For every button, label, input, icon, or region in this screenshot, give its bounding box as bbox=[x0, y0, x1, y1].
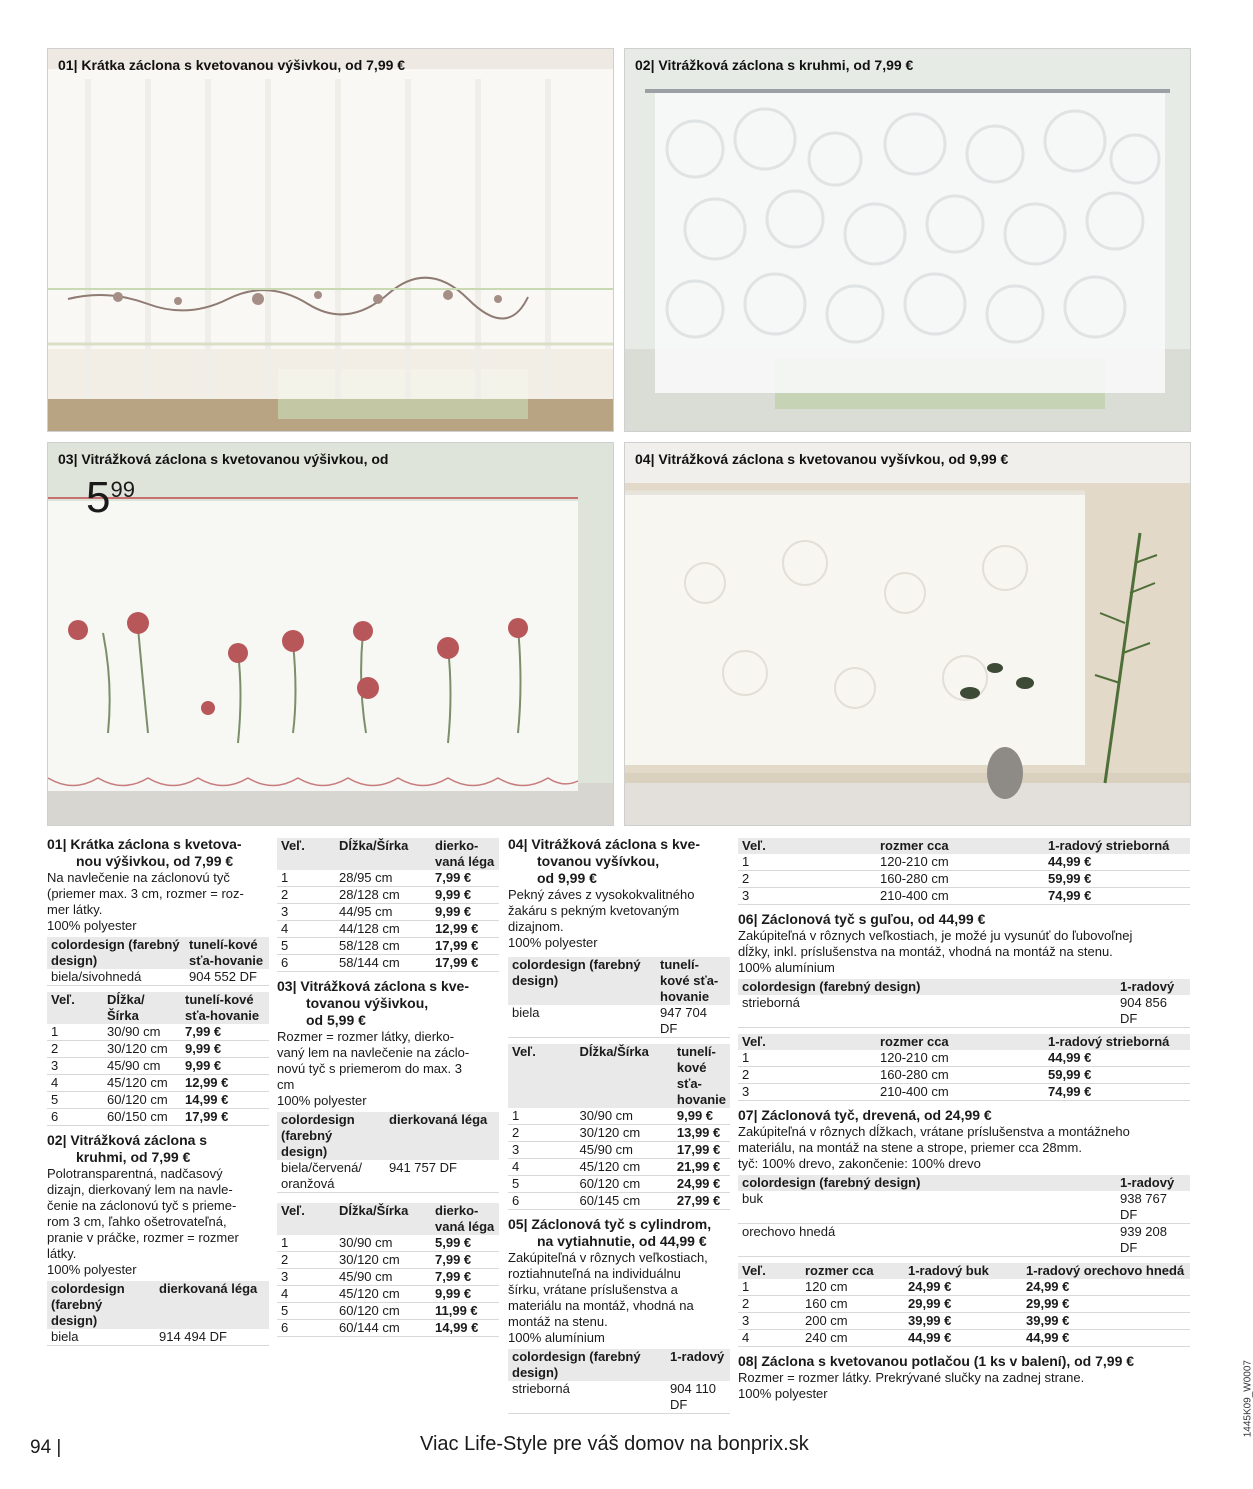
product-title-02 bbox=[47, 1132, 269, 1166]
price-cell: 9,99 € bbox=[181, 1041, 269, 1058]
color-name: strieborná bbox=[508, 1381, 666, 1414]
table-header: Veľ. bbox=[742, 1034, 766, 1049]
product-desc-07 bbox=[738, 1124, 1190, 1172]
desc-line: 100% alumínium bbox=[738, 960, 835, 975]
price-cell: 39,99 € bbox=[1022, 1313, 1190, 1330]
table-cell: 58/144 cm bbox=[335, 955, 431, 972]
table-header: colordesign (farebný design) bbox=[281, 1112, 355, 1159]
table-cell: 3 bbox=[738, 888, 876, 905]
table-cell: 120-210 cm bbox=[876, 854, 1044, 871]
table-cell: 120-210 cm bbox=[876, 1050, 1044, 1067]
price-cell: 17,99 € bbox=[431, 938, 499, 955]
desc-line: pranie v práčke, rozmer = rozmer bbox=[47, 1230, 239, 1245]
table-header: tunelí-kové sťa-hovanie bbox=[189, 937, 264, 968]
article-number: 914 494 DF bbox=[155, 1329, 269, 1346]
desc-line: čenie na záclonovú tyč s prieme- bbox=[47, 1198, 237, 1213]
product-desc-06 bbox=[738, 928, 1190, 976]
table-header: Veľ. bbox=[742, 1263, 766, 1278]
desc-line: rom 3 cm, ľahko ošetrovateľná, bbox=[47, 1214, 227, 1229]
price-cell: 9,99 € bbox=[431, 1286, 499, 1303]
table-cell: 2 bbox=[738, 871, 876, 888]
table-header: 1-radový buk bbox=[908, 1263, 989, 1278]
product-title-07: 07| Záclonová tyč, drevená, od 24,99 € bbox=[738, 1107, 992, 1123]
table-cell: 2 bbox=[508, 1125, 576, 1142]
desc-line: dizajn, dierkovaný lem na navle- bbox=[47, 1182, 233, 1197]
table-cell: 4 bbox=[738, 1330, 801, 1347]
desc-line: Pekný záves z vysokokvalitného bbox=[508, 887, 695, 902]
price-cell: 74,99 € bbox=[1044, 888, 1190, 905]
table-cell: 45/90 cm bbox=[103, 1058, 181, 1075]
table-cell: 210-400 cm bbox=[876, 1084, 1044, 1101]
size-table-04 bbox=[508, 1044, 730, 1210]
price-cell: 17,99 € bbox=[181, 1109, 269, 1126]
catalog-code: 1445K09_W0007 bbox=[1242, 1360, 1253, 1438]
size-table-01 bbox=[47, 992, 269, 1126]
price-cell: 9,99 € bbox=[181, 1058, 269, 1075]
price-cell: 21,99 € bbox=[673, 1159, 730, 1176]
table-cell: 30/120 cm bbox=[103, 1041, 181, 1058]
price-cell: 7,99 € bbox=[431, 1269, 499, 1286]
table-cell: 5 bbox=[508, 1176, 576, 1193]
colordesign-table-06 bbox=[738, 979, 1190, 1028]
table-cell: 160 cm bbox=[801, 1296, 904, 1313]
product-desc-03 bbox=[277, 1029, 499, 1109]
product-title-03 bbox=[277, 978, 499, 1029]
desc-line: 100% polyester bbox=[508, 935, 598, 950]
table-cell: 3 bbox=[47, 1058, 103, 1075]
product-desc-01 bbox=[47, 870, 269, 934]
table-cell: 60/120 cm bbox=[576, 1176, 673, 1193]
product-column-2 bbox=[277, 838, 499, 1337]
desc-line: roztiahnuteľná na individuálnu bbox=[508, 1266, 681, 1281]
size-table-07 bbox=[738, 1263, 1190, 1347]
price-decimal: 99 bbox=[110, 477, 135, 502]
product-title-01 bbox=[47, 836, 269, 870]
color-name: buk bbox=[738, 1191, 1116, 1224]
price-cell: 24,99 € bbox=[673, 1176, 730, 1193]
table-header: dierkovaná léga bbox=[159, 1281, 258, 1296]
price-cell: 13,99 € bbox=[673, 1125, 730, 1142]
desc-line: (priemer max. 3 cm, rozmer = roz- bbox=[47, 886, 244, 901]
article-number: 941 757 DF bbox=[385, 1160, 499, 1193]
color-name: orechovo hnedá bbox=[738, 1224, 1116, 1257]
price-cell: 27,99 € bbox=[673, 1193, 730, 1210]
table-cell: 30/120 cm bbox=[335, 1252, 431, 1269]
size-table-01b bbox=[277, 838, 499, 972]
table-cell: 30/120 cm bbox=[576, 1125, 673, 1142]
curtain-illustration-02 bbox=[625, 49, 1190, 431]
product-column-1 bbox=[47, 836, 269, 1346]
table-cell: 45/120 cm bbox=[576, 1159, 673, 1176]
title-line: tovanou výšivkou, bbox=[306, 995, 429, 1011]
table-cell: 60/145 cm bbox=[576, 1193, 673, 1210]
price-cell: 44,99 € bbox=[904, 1330, 1022, 1347]
table-header: rozmer cca bbox=[805, 1263, 874, 1278]
colordesign-table-01 bbox=[47, 937, 269, 986]
desc-line: 100% polyester bbox=[47, 918, 137, 933]
table-header: Dĺžka/Šírka bbox=[339, 838, 409, 853]
title-line: od 5,99 € bbox=[306, 1012, 366, 1028]
table-cell: 3 bbox=[738, 1313, 801, 1330]
table-cell: 4 bbox=[47, 1075, 103, 1092]
table-cell: 6 bbox=[47, 1109, 103, 1126]
price-cell: 24,99 € bbox=[904, 1279, 1022, 1296]
photo-caption-04: 04| Vitrážková záclona s kvetovanou vyšívkou, od 9,99 € bbox=[635, 451, 1009, 467]
table-header: rozmer cca bbox=[880, 1034, 949, 1049]
product-column-3 bbox=[508, 836, 730, 1414]
table-cell: 160-280 cm bbox=[876, 1067, 1044, 1084]
table-cell: 1 bbox=[738, 854, 876, 871]
table-cell: 3 bbox=[277, 904, 335, 921]
table-cell: 4 bbox=[277, 1286, 335, 1303]
table-header: colordesign (farebný design) bbox=[512, 1349, 641, 1380]
color-name: biela bbox=[508, 1005, 656, 1038]
table-cell: 45/90 cm bbox=[576, 1142, 673, 1159]
title-line: 04| Vitrážková záclona s kve- bbox=[508, 836, 700, 852]
price-cell: 44,99 € bbox=[1044, 854, 1190, 871]
price-cell: 5,99 € bbox=[431, 1235, 499, 1252]
colordesign-table-02 bbox=[47, 1281, 269, 1346]
price-cell: 29,99 € bbox=[904, 1296, 1022, 1313]
table-cell: 5 bbox=[47, 1092, 103, 1109]
curtain-illustration-04 bbox=[625, 443, 1190, 825]
article-number: 904 552 DF bbox=[185, 969, 269, 986]
colordesign-table-07 bbox=[738, 1175, 1190, 1257]
page-number: 94 | bbox=[30, 1437, 62, 1458]
price-cell: 44,99 € bbox=[1022, 1330, 1190, 1347]
product-desc-02 bbox=[47, 1166, 269, 1278]
product-column-4 bbox=[738, 838, 1190, 1402]
price-integer: 5 bbox=[86, 473, 111, 522]
article-number: 904 110 DF bbox=[666, 1381, 730, 1414]
photo-caption-01: 01| Krátka záclona s kvetovanou výšivkou, od 7,99 € bbox=[58, 57, 406, 73]
photo-caption-02: 02| Vitrážková záclona s kruhmi, od 7,99 € bbox=[635, 57, 914, 73]
title-line: 03| Vitrážková záclona s kve- bbox=[277, 978, 469, 994]
size-table-06 bbox=[738, 1034, 1190, 1101]
table-cell: 45/120 cm bbox=[335, 1286, 431, 1303]
table-cell: 160-280 cm bbox=[876, 871, 1044, 888]
table-header: 1-radový orechovo hnedá bbox=[1026, 1263, 1185, 1278]
table-cell: 1 bbox=[47, 1024, 103, 1041]
colordesign-table-04 bbox=[508, 957, 730, 1038]
table-header: tunelí-kové sťa-hovanie bbox=[676, 1044, 726, 1107]
desc-line: 100% alumínium bbox=[508, 1330, 605, 1345]
table-header: dierkovaná léga bbox=[389, 1112, 488, 1127]
title-line: 01| Krátka záclona s kvetova- bbox=[47, 836, 242, 852]
desc-line: tyč: 100% drevo, zakončenie: 100% drevo bbox=[738, 1156, 981, 1171]
desc-line: Na navlečenie na záclonovú tyč bbox=[47, 870, 230, 885]
table-cell: 3 bbox=[738, 1084, 876, 1101]
desc-line: Zakúpiteľná v rôznych veľkostiach, je možé ju vysunúť do ľubovoľnej bbox=[738, 928, 1133, 943]
table-cell: 1 bbox=[738, 1279, 801, 1296]
desc-line: materiálu na montáž, vhodná na bbox=[508, 1298, 694, 1313]
footer-tagline: Viac Life-Style pre váš domov na bonprix.sk bbox=[420, 1433, 809, 1455]
color-name: strieborná bbox=[738, 995, 1116, 1028]
table-cell: 6 bbox=[277, 1320, 335, 1337]
table-header: Veľ. bbox=[51, 992, 75, 1007]
table-header: colordesign (farebný design) bbox=[51, 1281, 125, 1328]
title-line: kruhmi, od 7,99 € bbox=[76, 1149, 191, 1165]
table-header: colordesign (farebný design) bbox=[742, 979, 921, 994]
table-cell: 2 bbox=[738, 1067, 876, 1084]
desc-line: materiálu, na montáž na stene a strope, priemer cca 28mm. bbox=[738, 1140, 1082, 1155]
price-badge-03 bbox=[86, 473, 135, 523]
desc-line: látky. bbox=[47, 1246, 77, 1261]
product-title-06: 06| Záclonová tyč s guľou, od 44,99 € bbox=[738, 911, 986, 927]
table-cell: 60/144 cm bbox=[335, 1320, 431, 1337]
table-header: Dĺžka/Šírka bbox=[579, 1044, 649, 1059]
price-cell: 14,99 € bbox=[431, 1320, 499, 1337]
table-header: rozmer cca bbox=[880, 838, 949, 853]
price-cell: 9,99 € bbox=[431, 887, 499, 904]
table-header: 1-radový strieborná bbox=[1048, 1034, 1170, 1049]
desc-line: Polotransparentná, nadčasový bbox=[47, 1166, 223, 1181]
colordesign-table-05 bbox=[508, 1349, 730, 1414]
color-name: biela/červená/ oranžová bbox=[277, 1160, 385, 1193]
curtain-illustration-01 bbox=[48, 49, 613, 431]
photo-product-03 bbox=[47, 442, 614, 826]
colordesign-table-03 bbox=[277, 1112, 499, 1193]
price-cell: 74,99 € bbox=[1044, 1084, 1190, 1101]
table-cell: 5 bbox=[277, 1303, 335, 1320]
table-cell: 1 bbox=[738, 1050, 876, 1067]
table-cell: 200 cm bbox=[801, 1313, 904, 1330]
product-title-08: 08| Záclona s kvetovanou potlačou (1 ks v balení), od 7,99 € bbox=[738, 1353, 1135, 1369]
article-number: 947 704 DF bbox=[656, 1005, 730, 1038]
table-cell: 4 bbox=[277, 921, 335, 938]
table-header: 1-radový bbox=[1120, 1175, 1175, 1190]
size-table-03 bbox=[277, 1203, 499, 1337]
table-header: Dĺžka/ Šírka bbox=[107, 992, 145, 1023]
color-name: biela bbox=[47, 1329, 155, 1346]
price-cell: 44,99 € bbox=[1044, 1050, 1190, 1067]
table-header: dierko-vaná léga bbox=[435, 1203, 495, 1234]
table-cell: 1 bbox=[508, 1108, 576, 1125]
photo-product-02 bbox=[624, 48, 1191, 432]
table-header: colordesign (farebný design) bbox=[51, 937, 180, 968]
table-cell: 240 cm bbox=[801, 1330, 904, 1347]
price-cell: 17,99 € bbox=[431, 955, 499, 972]
table-cell: 4 bbox=[508, 1159, 576, 1176]
product-desc-08 bbox=[738, 1370, 1190, 1402]
desc-line: novú tyč s priemerom do max. 3 bbox=[277, 1061, 462, 1076]
price-cell: 7,99 € bbox=[431, 1252, 499, 1269]
price-cell: 7,99 € bbox=[431, 870, 499, 887]
desc-line: Rozmer = rozmer látky. Prekrývané slučky na zadnej strane. bbox=[738, 1370, 1085, 1385]
price-cell: 39,99 € bbox=[904, 1313, 1022, 1330]
desc-line: montáž na stenu. bbox=[508, 1314, 608, 1329]
price-cell: 11,99 € bbox=[431, 1303, 499, 1320]
table-cell: 44/95 cm bbox=[335, 904, 431, 921]
table-cell: 210-400 cm bbox=[876, 888, 1044, 905]
table-cell: 30/90 cm bbox=[103, 1024, 181, 1041]
product-desc-05 bbox=[508, 1250, 730, 1346]
table-cell: 2 bbox=[47, 1041, 103, 1058]
size-table-05 bbox=[738, 838, 1190, 905]
table-cell: 60/120 cm bbox=[335, 1303, 431, 1320]
price-cell: 9,99 € bbox=[431, 904, 499, 921]
desc-line: šírku, vrátane príslušenstva a bbox=[508, 1282, 678, 1297]
table-header: dierko-vaná léga bbox=[435, 838, 495, 869]
table-cell: 28/95 cm bbox=[335, 870, 431, 887]
price-cell: 17,99 € bbox=[673, 1142, 730, 1159]
table-cell: 2 bbox=[738, 1296, 801, 1313]
price-cell: 59,99 € bbox=[1044, 871, 1190, 888]
desc-line: Zakúpiteľná v rôznych veľkostiach, bbox=[508, 1250, 708, 1265]
table-cell: 60/150 cm bbox=[103, 1109, 181, 1126]
product-title-04 bbox=[508, 836, 730, 887]
table-cell: 2 bbox=[277, 887, 335, 904]
title-line: 02| Vitrážková záclona s bbox=[47, 1132, 208, 1148]
table-cell: 58/128 cm bbox=[335, 938, 431, 955]
desc-line: 100% polyester bbox=[47, 1262, 137, 1277]
table-header: Veľ. bbox=[281, 1203, 305, 1218]
price-cell: 12,99 € bbox=[181, 1075, 269, 1092]
table-header: Dĺžka/Šírka bbox=[339, 1203, 409, 1218]
table-cell: 45/120 cm bbox=[103, 1075, 181, 1092]
photo-product-04 bbox=[624, 442, 1191, 826]
desc-line: dizajnom. bbox=[508, 919, 564, 934]
price-cell: 12,99 € bbox=[431, 921, 499, 938]
table-cell: 28/128 cm bbox=[335, 887, 431, 904]
table-header: Veľ. bbox=[281, 838, 305, 853]
desc-line: žakáru s pekným kvetovaným bbox=[508, 903, 680, 918]
photo-product-01 bbox=[47, 48, 614, 432]
table-header: Veľ. bbox=[512, 1044, 536, 1059]
title-line: od 9,99 € bbox=[537, 870, 597, 886]
table-cell: 120 cm bbox=[801, 1279, 904, 1296]
product-title-05 bbox=[508, 1216, 730, 1250]
desc-line: 100% polyester bbox=[277, 1093, 367, 1108]
desc-line: 100% polyester bbox=[738, 1386, 828, 1401]
table-cell: 30/90 cm bbox=[335, 1235, 431, 1252]
price-cell: 59,99 € bbox=[1044, 1067, 1190, 1084]
table-cell: 6 bbox=[508, 1193, 576, 1210]
table-header: tunelí-kové sťa-hovanie bbox=[185, 992, 260, 1023]
price-cell: 7,99 € bbox=[181, 1024, 269, 1041]
desc-line: dĺžky, inkl. príslušenstva na montáž, vhodná na montáž na stenu. bbox=[738, 944, 1113, 959]
table-cell: 3 bbox=[508, 1142, 576, 1159]
table-header: Veľ. bbox=[742, 838, 766, 853]
table-cell: 1 bbox=[277, 1235, 335, 1252]
table-header: 1-radový bbox=[670, 1349, 725, 1364]
table-cell: 6 bbox=[277, 955, 335, 972]
title-line: nou výšivkou, od 7,99 € bbox=[76, 853, 234, 869]
desc-line: Rozmer = rozmer látky, dierko- bbox=[277, 1029, 455, 1044]
table-cell: 60/120 cm bbox=[103, 1092, 181, 1109]
table-header: colordesign (farebný design) bbox=[512, 957, 641, 988]
article-number: 939 208 DF bbox=[1116, 1224, 1190, 1257]
table-cell: 2 bbox=[277, 1252, 335, 1269]
title-line: na vytiahnutie, od 44,99 € bbox=[537, 1233, 707, 1249]
title-line: 05| Záclonová tyč s cylindrom, bbox=[508, 1216, 712, 1232]
table-cell: 45/90 cm bbox=[335, 1269, 431, 1286]
price-cell: 14,99 € bbox=[181, 1092, 269, 1109]
table-cell: 1 bbox=[277, 870, 335, 887]
table-cell: 5 bbox=[277, 938, 335, 955]
price-cell: 24,99 € bbox=[1022, 1279, 1190, 1296]
table-cell: 3 bbox=[277, 1269, 335, 1286]
desc-line: vaný lem na navlečenie na záclo- bbox=[277, 1045, 470, 1060]
desc-line: cm bbox=[277, 1077, 295, 1092]
price-cell: 9,99 € bbox=[673, 1108, 730, 1125]
table-header: colordesign (farebný design) bbox=[742, 1175, 921, 1190]
product-desc-04 bbox=[508, 887, 730, 951]
price-cell: 29,99 € bbox=[1022, 1296, 1190, 1313]
photo-caption-03: 03| Vitrážková záclona s kvetovanou výšivkou, od bbox=[58, 451, 389, 467]
article-number: 938 767 DF bbox=[1116, 1191, 1190, 1224]
table-header: 1-radový bbox=[1120, 979, 1175, 994]
desc-line: Zakúpiteľná v rôznych dĺžkach, vrátane príslušenstva a montážneho bbox=[738, 1124, 1130, 1139]
table-header: tunelí-kové sťa-hovanie bbox=[660, 957, 719, 1004]
color-name: biela/sivohnedá bbox=[47, 969, 185, 986]
title-line: tovanou vyšívkou, bbox=[537, 853, 660, 869]
table-cell: 30/90 cm bbox=[576, 1108, 673, 1125]
table-header: 1-radový strieborná bbox=[1048, 838, 1170, 853]
article-number: 904 856 DF bbox=[1116, 995, 1190, 1028]
desc-line: mer látky. bbox=[47, 902, 103, 917]
table-cell: 44/128 cm bbox=[335, 921, 431, 938]
